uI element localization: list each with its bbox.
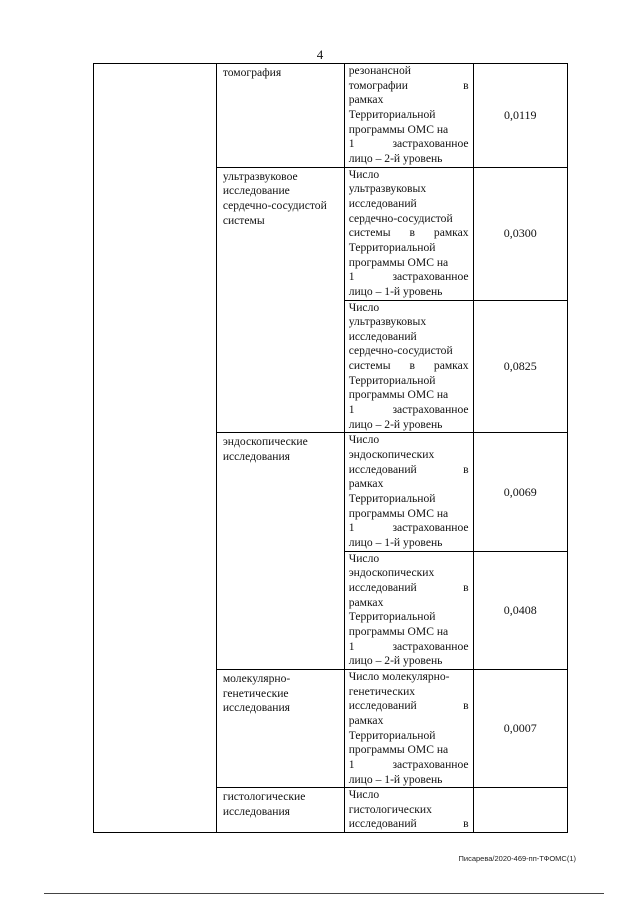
indicator-line — [349, 685, 469, 700]
indicator-line — [349, 108, 469, 123]
indicator-word: 1 — [348, 521, 355, 535]
service-name — [216, 669, 344, 787]
indicator-line — [349, 463, 469, 478]
indicator-word: Число — [348, 167, 380, 181]
indicator-word: в — [463, 580, 469, 594]
indicator-line — [349, 788, 469, 803]
indicator-word: 1 — [348, 639, 355, 653]
indicator-description — [344, 669, 473, 787]
indicator-line — [349, 536, 469, 551]
indicator-line — [349, 256, 469, 271]
indicator-line — [349, 552, 469, 567]
indicator-line — [349, 448, 469, 463]
indicator-word: исследований — [348, 196, 417, 210]
indicator-word: Число — [348, 433, 380, 447]
indicator-description — [344, 167, 473, 300]
indicator-value — [473, 433, 567, 551]
indicator-value — [473, 64, 567, 168]
indicator-word: рамках — [348, 477, 384, 491]
indicator-line — [349, 226, 469, 241]
indicator-value-text: 0,0408 — [503, 602, 537, 617]
indicator-word: сердечно-сосудистой — [348, 211, 453, 225]
document-reference: Писарева/2020-469-пп-ТФОМС(1) — [458, 854, 576, 863]
indicator-word: гистологических — [348, 802, 432, 816]
indicator-word: лицо – 1-й уровень — [348, 284, 443, 298]
indicator-line — [349, 152, 469, 167]
indicator-value-text: 0,0300 — [503, 226, 537, 241]
indicator-line — [349, 182, 469, 197]
indicator-word: рамках — [348, 93, 384, 107]
indicator-word: Территориальной — [348, 728, 436, 742]
indicator-line — [349, 477, 469, 492]
indicator-description — [344, 64, 473, 168]
indicator-word: 1 — [348, 757, 355, 771]
bottom-divider — [44, 893, 604, 894]
indicator-word: исследований — [348, 699, 417, 713]
indicator-line — [349, 758, 469, 773]
service-name-text: гистологические исследования — [222, 790, 306, 818]
indicator-line — [349, 403, 469, 418]
indicator-word: в — [463, 817, 469, 831]
indicator-word: Территориальной — [348, 610, 436, 624]
indicator-line — [349, 374, 469, 389]
indicator-word: эндоскопических — [348, 566, 435, 580]
indicator-word: лицо – 2-й уровень — [348, 654, 443, 668]
indicator-word: застрахованное — [392, 521, 469, 535]
indicator-line — [349, 137, 469, 152]
indicator-word: застрахованное — [392, 639, 469, 653]
service-name — [216, 64, 344, 168]
indicator-value-text: 0,0069 — [503, 484, 537, 499]
indicator-line — [349, 640, 469, 655]
service-name-text: томография — [222, 66, 282, 79]
indicator-line — [349, 803, 469, 818]
indicator-description — [344, 433, 473, 551]
indicator-line — [349, 492, 469, 507]
indicator-word: 1 — [348, 270, 355, 284]
indicator-line — [349, 729, 469, 744]
indicator-line — [349, 330, 469, 345]
indicator-word: генетических — [348, 684, 416, 698]
indicator-line — [349, 773, 469, 788]
indicator-line — [349, 714, 469, 729]
indicator-line — [349, 212, 469, 227]
indicator-word: лицо – 2-й уровень — [348, 151, 443, 165]
page-number: 4 — [316, 47, 324, 62]
service-name — [216, 433, 344, 670]
indicator-word: в — [463, 699, 469, 713]
indicator-word: программы ОМС на — [348, 122, 449, 136]
indicator-word: сердечно-сосудистой — [348, 344, 453, 358]
indicator-line — [349, 241, 469, 256]
indicator-line — [349, 270, 469, 285]
indicator-word: в — [409, 226, 415, 240]
indicator-line — [349, 610, 469, 625]
indicator-word: программы ОМС на — [348, 506, 449, 520]
indicator-word: Территориальной — [348, 373, 436, 387]
indicator-word: Число — [348, 300, 380, 314]
indicator-value — [473, 300, 567, 433]
indicator-word: лицо – 1-й уровень — [348, 772, 443, 786]
indicator-word: исследований — [348, 580, 417, 594]
indicator-word: резонансной — [348, 64, 411, 77]
indicator-line — [349, 197, 469, 212]
indicator-word: Территориальной — [348, 240, 436, 254]
indicator-word: программы ОМС на — [348, 743, 449, 757]
indicator-word: Территориальной — [348, 492, 436, 506]
indicator-line — [349, 168, 469, 183]
indicator-word: исследований — [348, 329, 417, 343]
indicator-word: эндоскопических — [348, 448, 435, 462]
indicator-line — [349, 433, 469, 448]
indicator-line — [349, 596, 469, 611]
indicator-line — [349, 315, 469, 330]
service-name-text: молекулярно-генетические исследования — [222, 671, 291, 715]
indicator-word: лицо – 1-й уровень — [348, 536, 443, 549]
indicator-line — [349, 359, 469, 374]
indicator-word: застрахованное — [392, 137, 469, 151]
indicator-word: Число — [348, 788, 380, 802]
indicator-line — [349, 654, 469, 669]
indicator-word: рамках — [348, 595, 384, 609]
indicator-word: в — [409, 359, 415, 373]
indicator-word: ультразвуковых — [348, 315, 427, 329]
indicator-word: рамках — [348, 713, 384, 727]
indicator-line — [349, 625, 469, 640]
service-name-text: ультразвуковое исследование сердечно-сосудистой системы — [222, 169, 327, 227]
indicator-line — [349, 388, 469, 403]
indicator-line — [349, 670, 469, 685]
indicator-line — [349, 581, 469, 596]
indicator-word: 1 — [348, 403, 355, 417]
table-row — [94, 64, 568, 168]
service-name — [216, 167, 344, 433]
indicator-word: Число — [348, 551, 380, 565]
indicator-line — [349, 418, 469, 433]
indicator-word: исследований — [348, 817, 417, 831]
indicator-word: ультразвуковых — [348, 182, 427, 196]
indicator-word: Число молекулярно- — [348, 669, 450, 683]
indicators-table — [93, 63, 568, 833]
indicator-word: системы — [348, 226, 391, 240]
indicator-line — [349, 743, 469, 758]
indicator-line — [349, 93, 469, 108]
indicator-word: рамках — [433, 226, 469, 240]
indicator-word: программы ОМС на — [348, 624, 449, 638]
indicator-word: лицо – 2-й уровень — [348, 417, 443, 431]
indicator-word: застрахованное — [392, 403, 469, 417]
indicator-word: рамках — [433, 359, 469, 373]
indicator-word: Территориальной — [348, 107, 436, 121]
indicator-line — [349, 699, 469, 714]
indicator-line — [349, 566, 469, 581]
indicator-word: томографии — [348, 78, 408, 92]
indicator-value — [473, 788, 567, 833]
indicator-value — [473, 551, 567, 669]
indicator-value — [473, 167, 567, 300]
indicator-word: программы ОМС на — [348, 388, 449, 402]
indicator-word: в — [463, 462, 469, 476]
indicator-line — [349, 285, 469, 300]
indicator-line — [349, 301, 469, 316]
indicator-word: застрахованное — [392, 757, 469, 771]
service-name-text: эндоскопические исследования — [222, 435, 308, 464]
indicator-line — [349, 344, 469, 359]
indicator-value-text: 0,0007 — [503, 721, 537, 736]
indicator-value-text: 0,0119 — [504, 107, 537, 122]
indicator-description — [344, 788, 473, 833]
indicator-line — [349, 79, 469, 94]
indicator-word: программы ОМС на — [348, 255, 449, 269]
indicator-line — [349, 507, 469, 522]
indicator-line — [349, 817, 469, 832]
service-name — [216, 788, 344, 833]
indicator-line — [349, 123, 469, 138]
indicator-word: 1 — [348, 137, 355, 151]
indicator-word: в — [463, 78, 469, 92]
indicator-word: исследований — [348, 462, 417, 476]
indicator-value — [473, 669, 567, 787]
indicator-line — [349, 521, 469, 536]
indicator-description — [344, 300, 473, 433]
empty-first-column — [94, 64, 217, 833]
indicator-value-text: 0,0825 — [503, 359, 537, 374]
indicator-word: застрахованное — [392, 270, 469, 284]
indicator-line — [349, 64, 469, 79]
indicator-word: системы — [348, 359, 391, 373]
indicator-description — [344, 551, 473, 669]
